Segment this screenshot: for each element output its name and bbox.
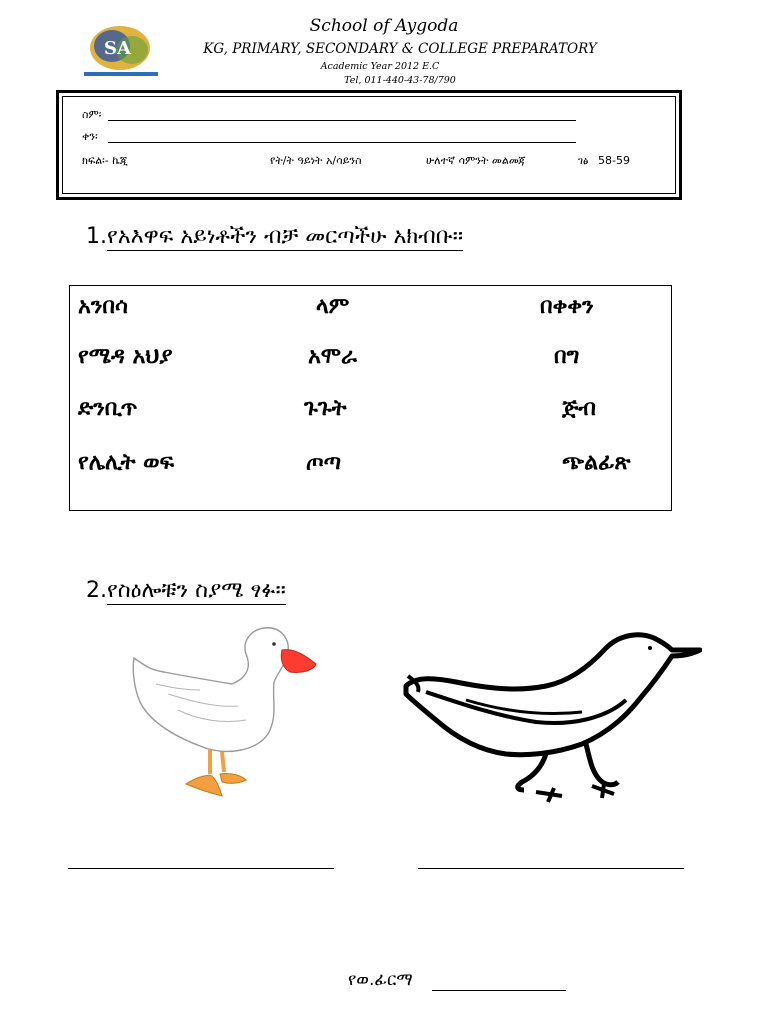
- word-item[interactable]: አሞራ: [308, 344, 357, 369]
- date-label: ቀን፡: [82, 130, 98, 143]
- question-2-number: 2.: [86, 578, 107, 603]
- signature-label: የወ.ፊርማ: [348, 970, 413, 990]
- word-item[interactable]: ጦጣ: [306, 450, 342, 475]
- grade-label: ክፍል፡- ኬጂ: [82, 154, 128, 167]
- question-2-title: [86, 578, 286, 603]
- word-item[interactable]: ጉጉት: [304, 396, 347, 421]
- word-item[interactable]: የሌሊት ወፍ: [78, 450, 175, 475]
- school-levels: KG, PRIMARY, SECONDARY & COLLEGE PREPARATORY: [203, 41, 597, 57]
- subject-label: የት/ት ዓይነት አ/ሳይንስ: [270, 154, 362, 167]
- telephone: Tel, 011-440-43-78/790: [344, 75, 456, 86]
- duck-image: [128, 624, 322, 802]
- question-1-title: [86, 224, 463, 249]
- word-item[interactable]: ጅብ: [562, 396, 596, 421]
- question-2-text: የስዕሎቹን ስያሜ ፃፉ፡፡: [107, 578, 286, 603]
- week-label: ሁለተኛ ሳምንት መልመጃ: [426, 154, 526, 167]
- name-field[interactable]: [108, 120, 576, 121]
- word-item[interactable]: ድንቢጥ: [78, 396, 138, 421]
- answer-line-duck[interactable]: [68, 868, 334, 869]
- word-item[interactable]: ላም: [316, 294, 350, 319]
- logo-text: SA: [104, 38, 131, 59]
- academic-year: Academic Year 2012 E.C: [320, 61, 440, 72]
- word-item[interactable]: በቀቀን: [540, 294, 594, 319]
- page-numbers: 58-59: [598, 154, 630, 167]
- question-1-number: 1.: [86, 224, 107, 249]
- question-1-text: የአእዋፍ አይነቶችን ብቻ መርጣችሁ አክብቡ፡፡: [107, 224, 464, 249]
- word-item[interactable]: የሜዳ አህያ: [78, 344, 173, 369]
- bird-sketch-image: [396, 626, 702, 804]
- name-label: ስም፡: [82, 108, 102, 121]
- signature-line[interactable]: [432, 990, 566, 991]
- word-item[interactable]: ጭልፊጽ: [562, 450, 631, 475]
- page-label: ገፅ: [578, 154, 589, 167]
- answer-line-bird[interactable]: [418, 868, 684, 869]
- date-field[interactable]: [108, 142, 576, 143]
- word-item[interactable]: በግ: [554, 344, 580, 369]
- school-name: School of Aygoda: [309, 16, 459, 36]
- info-box: [62, 96, 676, 194]
- word-item[interactable]: አንበሳ: [78, 294, 128, 319]
